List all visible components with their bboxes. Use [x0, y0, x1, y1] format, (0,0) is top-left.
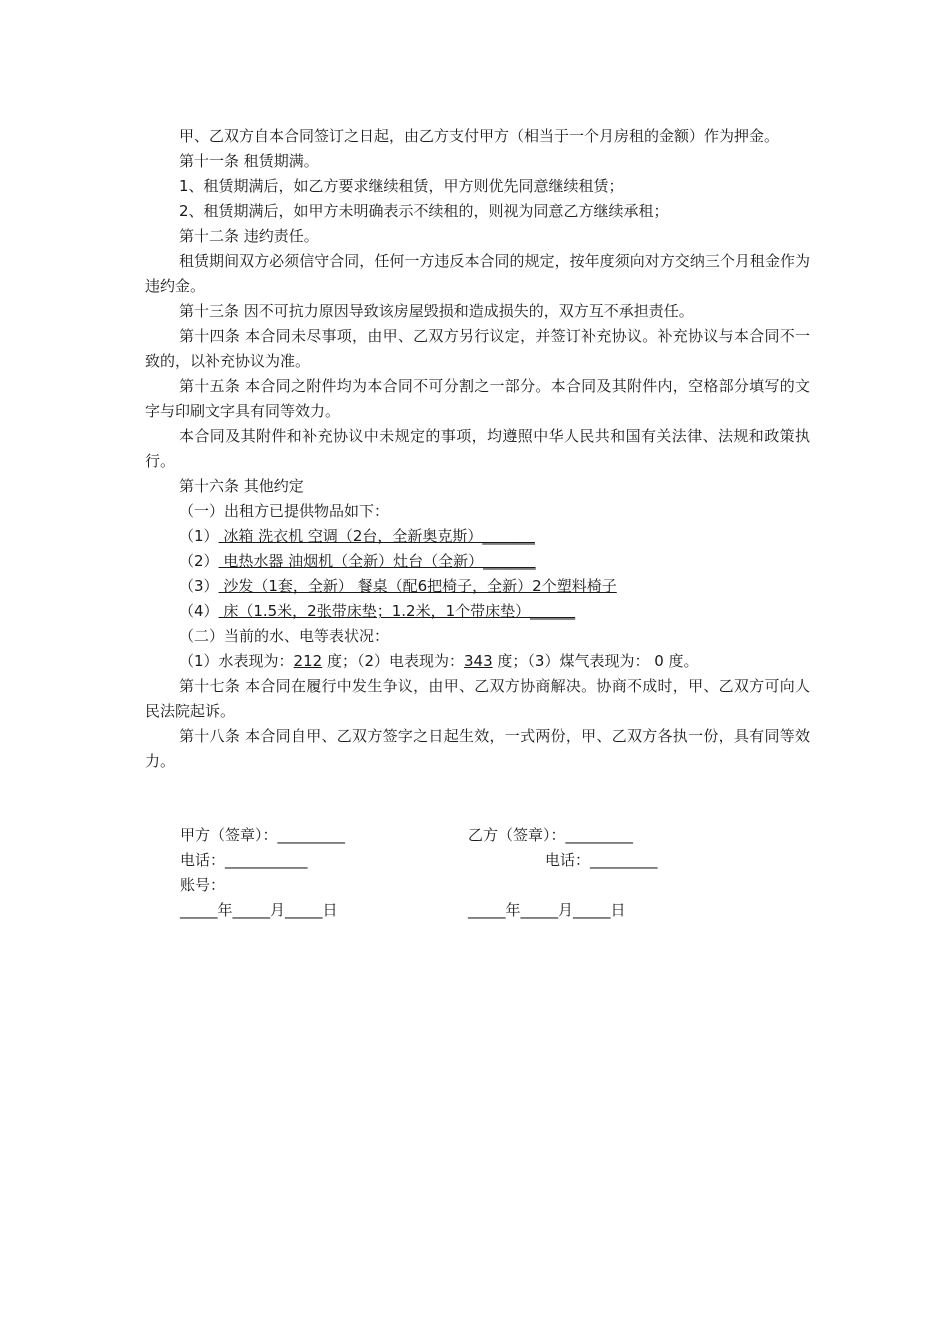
- item-text: 电热水器 油烟机（全新）灶台（全新）_______: [218, 552, 536, 570]
- supplementary-paragraph: 本合同及其附件和补充协议中未规定的事项，均遵照中华人民共和国有关法律、法规和政策执行。: [145, 427, 810, 470]
- party-a-phone: [180, 848, 308, 873]
- article-17: 第十七条 本合同在履行中发生争议，由甲、乙双方协商解决。协商不成时，甲、乙双方可向人民法院起诉。: [145, 677, 810, 720]
- party-b-phone: [545, 848, 658, 873]
- list-item: [145, 524, 810, 549]
- phone-row: [180, 848, 800, 873]
- phone-label: 电话：: [545, 851, 591, 869]
- party-a-signature: 甲方（签章）：_________: [180, 826, 346, 844]
- article-13: 第十三条 因不可抗力原因导致该房屋毁损和造成损失的，双方互不承担责任。: [179, 302, 694, 320]
- paragraph-deposit: 甲、乙双方自本合同签订之日起，由乙方支付甲方（相当于一个月房租的金额）作为押金。: [179, 127, 780, 145]
- phone-blank: _________: [590, 851, 658, 869]
- list-item: [145, 549, 810, 574]
- party-a-date: _____年_____月_____日: [180, 901, 338, 919]
- party-b-signature: 乙方（签章）：_________: [468, 826, 634, 844]
- article-11-item-2: 2、租赁期满后，如甲方未明确表示不续租的，则视为同意乙方继续承租；: [179, 202, 669, 220]
- article-18: 第十八条 本合同自甲、乙双方签字之日起生效，一式两份，甲、乙双方各执一份，具有同等效力。: [145, 727, 810, 770]
- water-label: （1）水表现为：: [179, 652, 294, 670]
- items-intro: （一）出租方已提供物品如下：: [179, 502, 390, 520]
- article-14: 第十四条 本合同未尽事项，由甲、乙双方另行议定，并签订补充协议。补充协议与本合同不一致的，以补充协议为准。: [145, 327, 810, 370]
- meter-readings: [145, 649, 810, 674]
- electricity-value: 343: [464, 652, 493, 670]
- contract-body: [145, 124, 810, 774]
- item-text: 冰箱 洗衣机 空调（2台，全新奥克斯）_______: [218, 527, 535, 545]
- phone-label: 电话：: [180, 851, 226, 869]
- article-12-heading: 第十二条 违约责任。: [179, 227, 319, 245]
- article-15: 第十五条 本合同之附件均为本合同不可分割之一部分。本合同及其附件内，空格部分填写的文字与印刷文字具有同等效力。: [145, 377, 810, 420]
- account-row: [180, 873, 800, 898]
- list-item: [145, 574, 810, 599]
- article-16-heading: 第十六条 其他约定: [179, 477, 304, 495]
- item-text: 沙发（1套，全新） 餐桌（配6把椅子，全新）2个塑料椅子: [218, 577, 617, 595]
- account-label: 账号：: [180, 876, 226, 894]
- signature-row: [180, 823, 800, 848]
- item-text: 床（1.5米，2张带床垫；1.2米，1个带床垫）______: [218, 602, 576, 620]
- item-number: （2）: [179, 552, 219, 570]
- signature-block: [180, 823, 800, 923]
- list-item: [145, 599, 810, 624]
- party-b-date: _____年_____月_____日: [468, 901, 626, 919]
- item-number: （3）: [179, 577, 219, 595]
- article-11-item-1: 1、租赁期满后，如乙方要求继续租赁，甲方则优先同意继续租赁；: [179, 177, 624, 195]
- electricity-label: 度；（2）电表现为：: [322, 652, 464, 670]
- item-number: （1）: [179, 527, 219, 545]
- phone-blank: ___________: [225, 851, 308, 869]
- gas-reading: 度；（3）煤气表现为： 0 度。: [492, 652, 699, 670]
- water-value: 212: [293, 652, 323, 670]
- date-row: [180, 898, 800, 923]
- item-number: （4）: [179, 602, 219, 620]
- meters-intro: （二）当前的水、电等表状况：: [179, 627, 390, 645]
- article-11-heading: 第十一条 租赁期满。: [179, 152, 319, 170]
- article-12-body: 租赁期间双方必须信守合同，任何一方违反本合同的规定，按年度须向对方交纳三个月租金作为违约金。: [145, 252, 810, 295]
